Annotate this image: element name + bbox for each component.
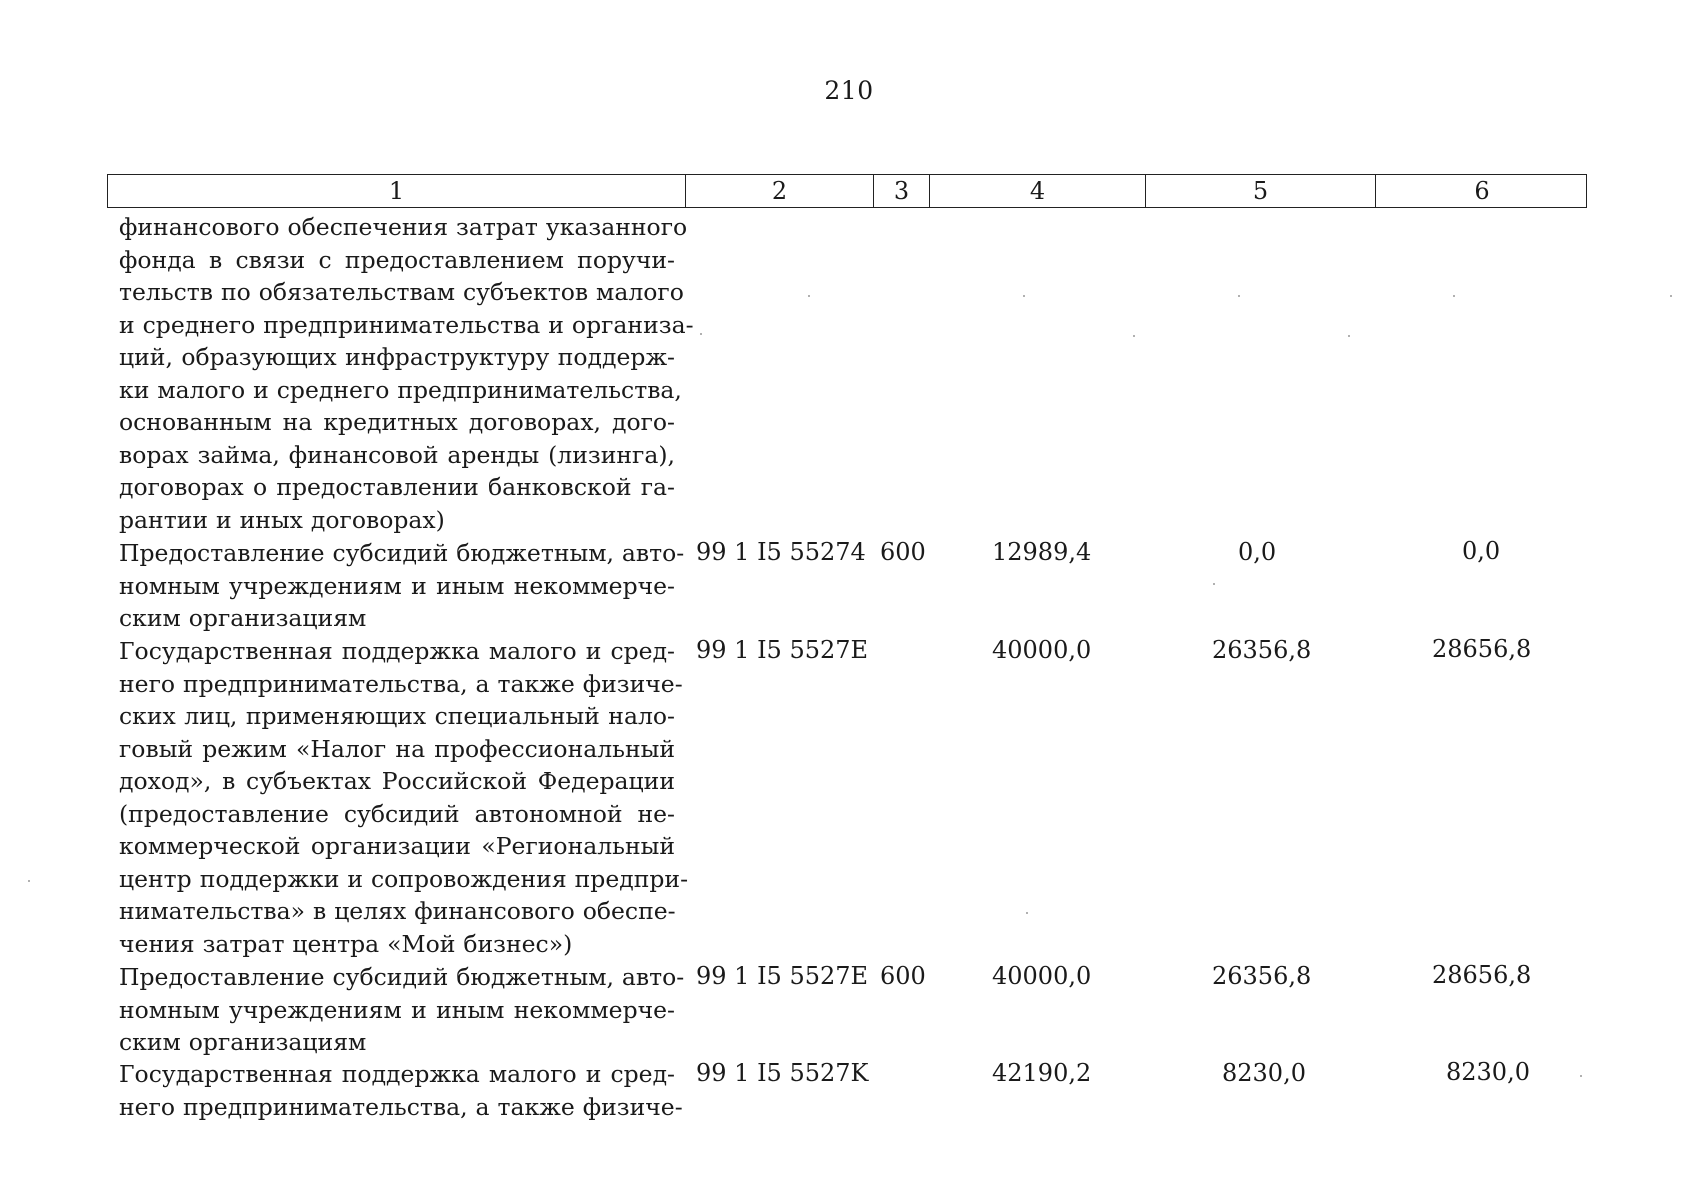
text-line: него предпринимательства, а также физиче- xyxy=(119,1092,683,1121)
text-line: основанным на кредитных договорах, дого- xyxy=(119,408,675,436)
text-line: коммерческой организации «Региональный xyxy=(119,832,675,860)
scan-speck xyxy=(1348,335,1350,337)
row-4-description xyxy=(119,1058,683,1123)
text-line: доход», в субъектах Российской Федерации xyxy=(119,767,675,795)
scan-speck xyxy=(1670,295,1672,297)
text-line: ворах займа, финансовой аренды (лизинга), xyxy=(119,440,675,469)
text-line: ций, образующих инфраструктуру поддерж- xyxy=(119,343,675,371)
row-1-description xyxy=(119,537,685,635)
continued-description xyxy=(119,211,694,536)
scan-speck xyxy=(1238,295,1240,297)
row-2-code: 99 1 I5 5527E xyxy=(696,636,869,664)
text-line: фонда в связи с предоставлением поручи- xyxy=(119,245,675,274)
text-line: ским организациям xyxy=(119,1028,367,1056)
text-line: нимательства» в целях финансового обеспе- xyxy=(119,897,676,925)
text-line: финансового обеспечения затрат указанного xyxy=(119,213,688,241)
row-2-col4: 40000,0 xyxy=(992,636,1092,664)
text-line: центр поддержки и сопровождения предпри- xyxy=(119,864,689,893)
table-column-header xyxy=(107,174,1587,208)
column-header-6: 6 xyxy=(1375,175,1588,207)
row-3-col5: 26356,8 xyxy=(1212,962,1312,990)
row-4-col4: 42190,2 xyxy=(992,1059,1092,1087)
row-4-col5: 8230,0 xyxy=(1222,1059,1306,1087)
text-line: говый режим «Налог на профессиональный xyxy=(119,734,675,763)
row-2-description xyxy=(119,635,689,960)
row-2-col6: 28656,8 xyxy=(1432,635,1532,663)
row-3-col4: 40000,0 xyxy=(992,962,1092,990)
column-header-4: 4 xyxy=(929,175,1145,207)
row-1-expense-type: 600 xyxy=(880,538,926,566)
row-3-expense-type: 600 xyxy=(880,962,926,990)
text-line: Предоставление субсидий бюджетным, авто- xyxy=(119,963,685,991)
column-header-1: 1 xyxy=(388,177,405,205)
scan-speck xyxy=(700,333,702,335)
text-line: ки малого и среднего предпринимательства, xyxy=(119,375,682,404)
text-line: Государственная поддержка малого и сред- xyxy=(119,1060,675,1088)
row-4-col6: 8230,0 xyxy=(1446,1058,1530,1086)
text-line: (предоставление субсидий автономной не- xyxy=(119,799,675,828)
scan-speck xyxy=(1213,583,1215,585)
scan-speck xyxy=(1023,295,1025,297)
text-line: ским организациям xyxy=(119,604,367,632)
text-line: договорах о предоставлении банковской га- xyxy=(119,473,675,501)
text-line: номным учреждениям и иным некоммерче- xyxy=(119,995,675,1024)
row-4-code: 99 1 I5 5527K xyxy=(696,1059,869,1087)
text-line: тельств по обязательствам субъектов малого xyxy=(119,278,684,306)
text-line: номным учреждениям и иным некоммерче- xyxy=(119,571,675,600)
scan-speck xyxy=(1026,912,1028,914)
page-number: 210 xyxy=(824,76,874,105)
scan-speck xyxy=(28,880,30,882)
column-header-3: 3 xyxy=(873,175,929,207)
text-line: него предпринимательства, а также физиче- xyxy=(119,669,683,698)
text-line: Предоставление субсидий бюджетным, авто- xyxy=(119,539,685,567)
column-header-2: 2 xyxy=(685,175,873,207)
row-1-col6: 0,0 xyxy=(1462,537,1501,565)
text-line: и среднего предпринимательства и организа- xyxy=(119,310,694,339)
text-line: рантии и иных договорах) xyxy=(119,505,445,534)
row-1-col5: 0,0 xyxy=(1238,538,1277,566)
scan-speck xyxy=(1580,1075,1582,1077)
scan-speck xyxy=(808,295,810,297)
row-3-description xyxy=(119,961,685,1059)
scan-speck xyxy=(1453,295,1455,297)
scan-speck xyxy=(1133,335,1135,337)
text-line: Государственная поддержка малого и сред- xyxy=(119,637,675,665)
column-header-5: 5 xyxy=(1145,175,1375,207)
row-3-col6: 28656,8 xyxy=(1432,961,1532,989)
row-2-col5: 26356,8 xyxy=(1212,636,1312,664)
text-line: ских лиц, применяющих специальный нало- xyxy=(119,702,675,730)
row-1-code: 99 1 I5 55274 xyxy=(696,538,866,566)
row-1-col4: 12989,4 xyxy=(992,538,1092,566)
text-line: чения затрат центра «Мой бизнес») xyxy=(119,929,573,958)
row-3-code: 99 1 I5 5527E xyxy=(696,962,869,990)
